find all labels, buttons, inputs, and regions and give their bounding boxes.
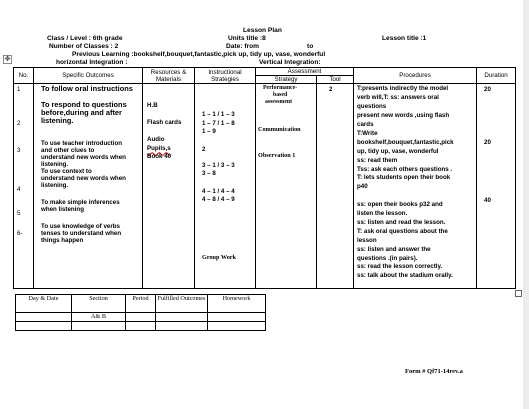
group-work-label: Group Work [202,254,236,262]
footer-cell [16,313,72,322]
outcomes-cell [34,84,143,289]
outcome-text: and other clues to [41,147,95,155]
header-strategies: Instructional Strategies [195,68,256,84]
lesson-plan-title: Lesson Plan [243,27,282,34]
assessment-text: based [273,92,288,99]
procedure-line: listen the lesson. [357,210,408,217]
assessment-strategy-cell [256,84,317,289]
previous-learning: Previous Learning :bookshelf,bouquet,fantastic,pick up, tidy up, vase, wonderful [72,51,326,58]
outcome-text: To respond to questions [41,100,127,110]
row-number: 2 [17,120,21,128]
strategies-cell [195,84,256,289]
lesson-plan-table [13,67,516,289]
footer-cell [16,322,72,331]
outcome-text: listening. [41,161,69,169]
row-number: 6- [17,230,23,238]
procedure-line: T:Write [357,129,378,137]
outcome-text: To use knowledge of verbs [41,223,120,231]
lesson-title: Lesson title :1 [382,35,427,42]
procedure-line: ss: talk about the stadium orally. [357,272,453,280]
outcome-text: To use teacher introduction [41,140,123,148]
header-no: No. [14,68,34,84]
outcome-text: To use context to [41,168,92,176]
outcome-text: things happen [41,237,84,245]
assessment-text: Performance- [263,85,298,92]
resource-item: H.B [147,102,158,110]
header-procedures: Procedures [354,68,477,84]
footer-cell: A& B [72,313,126,322]
footer-header: Homework [208,295,266,313]
form-number: Form # Qf71-14rev.a [405,368,463,375]
header-outcomes: Specific Outcomes [34,68,143,84]
procedure-line: bookshelf,bouquet,fantastic,pick [357,138,454,146]
footer-header: Day & Date [16,295,72,313]
procedure-line: ss: read them [357,156,398,164]
procedure-line: cards [357,121,374,128]
procedure-line: T: ask oral questions about the [357,227,448,235]
outcome-text: when listening [41,206,84,214]
outcome-text: understand new words when [41,175,126,183]
class-level: Class / Level : 6th grade [47,35,123,42]
vertical-integration: Vertical Integration: [259,59,321,66]
procedure-line: Tss: ask each others questions . [357,165,453,173]
row-number: 4 [17,186,21,194]
outcome-text: listening. [41,116,74,126]
header-tool: Tool [317,76,354,84]
numbers-cell [14,84,34,289]
footer-header: Section [72,295,126,313]
procedure-line: lesson [357,236,377,244]
horizontal-integration: horizontal Integration : [56,59,128,66]
header-strategy: Strategy [256,76,317,84]
duration-value: 20 [484,139,491,147]
strategy-code: 1 – 7 / 1 – 8 [202,120,235,128]
footer-cell [126,322,156,331]
strategy-code: 4 – 1 / 4 – 4 [202,188,235,196]
strategy-code: 2 [202,146,206,154]
header-assessment: Assessment [256,68,354,76]
outcome-text: To follow oral instructions [41,84,133,94]
strategy-code: 1 – 9 [202,128,216,136]
resource-item: Book 40 [147,153,172,161]
strategy-code: 1 – 1 / 1 – 3 [202,111,235,119]
date-to: to [307,43,314,50]
duration-value: 40 [484,197,491,205]
row-number: 3 [17,147,21,155]
table-move-handle-icon[interactable]: ✥ [4,56,11,63]
footer-cell [126,313,156,322]
procedure-line: ss: listen and read the lesson. [357,218,446,226]
header-resources: Resources & Materials [143,68,195,84]
assessment-text: Communication [258,126,301,134]
outcome-text: understand new words when [41,154,126,162]
procedure-line: questions [357,103,387,111]
assessment-text: Observation 1 [258,152,296,160]
outcome-text: before,during and after [41,108,122,118]
resource-item: Flash cards [147,119,182,127]
footer-cell [72,322,126,331]
procedures-cell [354,84,477,289]
resource-item: Audio [147,136,165,144]
procedure-line: ss: open their books p32 and [357,201,443,209]
outcome-text: To make simple inferences [41,199,120,207]
strategy-code: 4 – 8 / 4 – 9 [202,196,235,204]
footer-table [15,294,266,331]
procedure-line: present new words ,using flash [357,112,450,120]
assessment-text: assessment [265,99,293,106]
procedure-line: verb will,T: ss: answers oral [357,94,439,102]
procedure-line: up, tidy up, vase, wonderful [357,147,439,155]
strategy-code: 3 – 1 / 3 – 3 [202,162,235,170]
strategy-code: 3 – 8 [202,170,216,178]
procedure-line: questions .(in pairs). [357,254,418,262]
table-resize-handle-icon[interactable] [515,290,522,297]
tool-value: 2 [329,86,333,94]
duration-value: 20 [484,86,491,94]
procedure-line: p40 [357,183,368,191]
footer-cell [156,322,208,331]
number-of-classes: Number of Classes : 2 [49,43,119,50]
row-number: 5 [17,210,21,218]
procedure-line: ss: read the lesson correctly. [357,263,443,271]
resources-cell [143,84,195,289]
resource-item: Pupils,s [147,145,171,153]
footer-header: Period [126,295,156,313]
footer-header: Fulfilled Outcomes [156,295,208,313]
procedure-line: ss: listen and answer the [357,245,431,253]
outcome-text: tenses to understand when [41,230,122,238]
footer-cell [208,313,266,322]
duration-cell [477,84,516,289]
date-from: Date: from [226,43,259,50]
row-number: 1 [17,86,21,94]
unit-title: Units title :8 [228,35,266,42]
outcome-text: listening. [41,182,69,190]
header-duration: Duration [477,68,516,84]
footer-cell [208,322,266,331]
footer-cell [156,313,208,322]
procedure-line: T:presents indirectly the model [357,85,449,93]
assessment-tool-cell [317,84,354,289]
procedure-line: T: lets students open their book [357,174,451,182]
